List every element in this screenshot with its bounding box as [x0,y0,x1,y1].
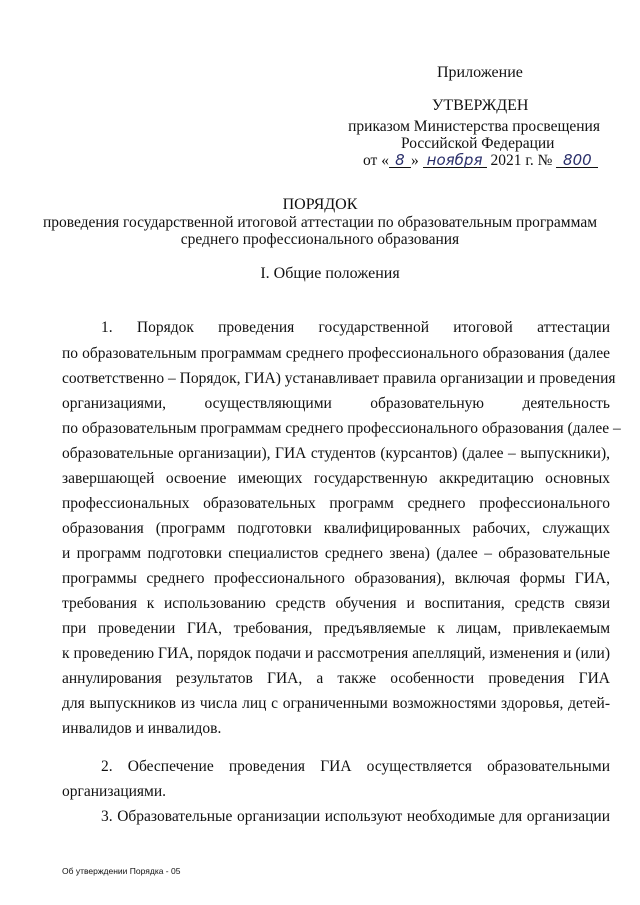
paragraph1-line: при проведении ГИА, требования, предъявляемые к лицам, привлекаемым [62,620,610,637]
paragraph1-line: аннулирования результатов ГИА, а также особенности проведения ГИА [62,670,610,687]
document-title: ПОРЯДОК [282,196,358,213]
paragraph1-line: к проведению ГИА, порядок подачи и рассмотрения апелляций, изменения и (или) [62,645,610,662]
handwritten-order-number: 800 [556,153,598,168]
handwritten-month: ноября [423,153,487,168]
paragraph1-line: образования (программ подготовки квалифицированных рабочих, служащих [62,520,610,537]
paragraph1-line: образовательные организации), ГИА студентов (курсантов) (далее – выпускники), [62,445,610,462]
paragraph1-line: по образовательным программам среднего профессионального образования (далее [62,345,610,362]
title-subline-1: проведения государственной итоговой аттестации по образовательным программам [42,214,598,231]
paragraph1-line: для выпускников из числа лиц с ограниченными возможностями здоровья, детей- [62,695,610,712]
paragraph1-line: и программ подготовки специалистов среднего звена) (далее – образовательные [62,545,610,562]
year-and-number-label: 2021 г. № [490,152,553,169]
paragraph1-line: требования к использованию средств обучения и воспитания, средств связи [62,595,610,612]
approved-label: УТВЕРЖДЕН [432,97,529,114]
appendix-label: Приложение [437,64,523,81]
paragraph1-line: завершающей освоение имеющих государственную аккредитацию основных [62,470,610,487]
paragraph1-line: профессиональных образовательных программ среднего профессионального [62,495,610,512]
paragraph3-line: 3. Образовательные организации используют необходимые для организации [101,808,610,825]
title-subline-2: среднего профессионального образования [180,231,460,248]
paragraph1-line: соответственно – Порядок, ГИА) устанавливает правила организации и проведения [62,370,616,387]
paragraph2-last-line: организациями. [62,783,167,800]
order-date-line [363,152,598,170]
handwritten-day: 8 [389,153,411,168]
paragraph1-line: 1. Порядок проведения государственной итоговой аттестации [101,319,610,336]
order-line-1: приказом Министерства просвещения [348,118,600,135]
paragraph1-last-line: инвалидов и инвалидов. [62,720,222,737]
paragraph1-line: организациями, осуществляющими образовательную деятельность [62,395,610,412]
order-line-2: Российской Федерации [401,135,555,152]
footer-note: Об утверждении Порядка - 05 [62,866,181,876]
paragraph2-line: 2. Обеспечение проведения ГИА осуществляется образовательными [101,758,610,775]
paragraph1-line: программы среднего профессионального образования), включая формы ГИА, [62,570,610,587]
date-prefix: от « [363,152,389,169]
paragraph1-line: по образовательным программам среднего профессионального образования (далее – [62,420,621,437]
section-heading: I. Общие положения [260,265,400,282]
date-mid: » [410,152,419,169]
